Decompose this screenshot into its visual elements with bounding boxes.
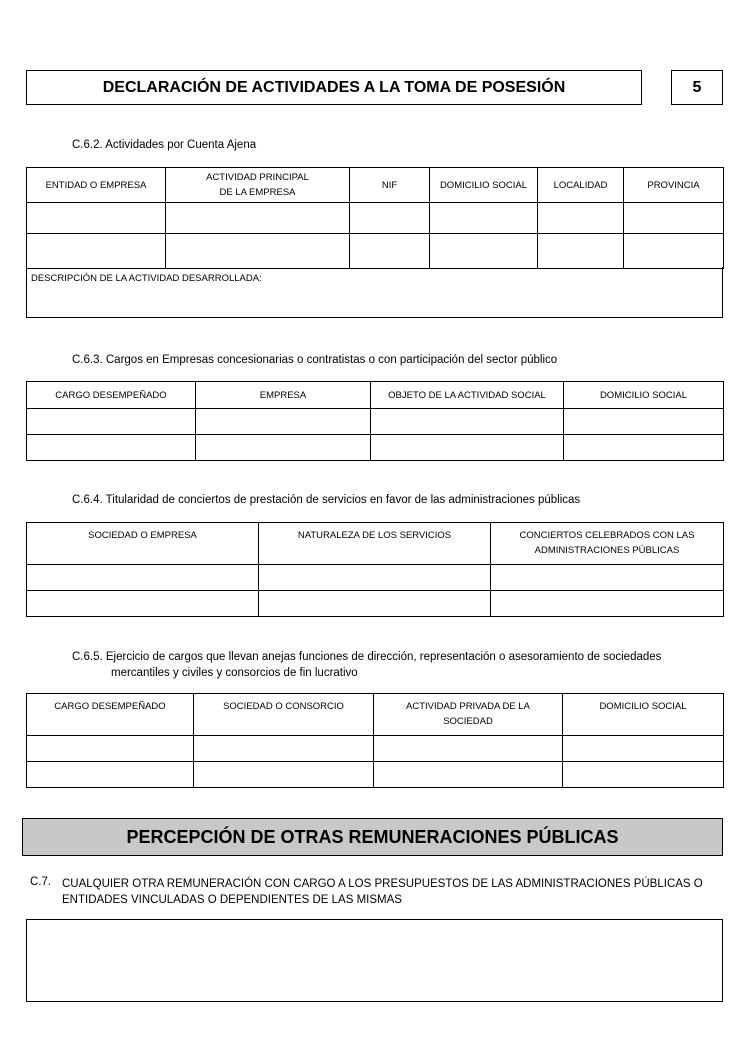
section-c65-heading-cont: mercantiles y civiles y consorcios de fin lucrativo (111, 667, 358, 679)
input-cell[interactable] (166, 203, 350, 234)
col-header-domicilio: DOMICILIO SOCIAL (563, 694, 724, 736)
input-cell[interactable] (371, 409, 564, 435)
input-cell[interactable] (430, 203, 538, 234)
input-cell[interactable] (27, 591, 259, 617)
table-c64 (26, 522, 724, 617)
table-row (27, 762, 724, 788)
input-cell[interactable] (350, 203, 430, 234)
input-cell[interactable] (563, 736, 724, 762)
table-row (27, 435, 724, 461)
input-cell[interactable] (27, 409, 196, 435)
col-header-empresa: EMPRESA (196, 382, 371, 409)
input-cell[interactable] (564, 409, 724, 435)
page-number: 5 (671, 70, 723, 105)
section-c63-heading: C.6.3. Cargos en Empresas concesionarias o contratistas o con participación del sector público (72, 354, 558, 366)
section-c7-number: C.7. (30, 876, 52, 888)
input-cell[interactable] (194, 736, 374, 762)
table-row (27, 203, 724, 234)
input-cell[interactable] (27, 234, 166, 269)
descripcion-label: DESCRIPCIÓN DE LA ACTIVIDAD DESARROLLADA: (31, 273, 262, 284)
table-row (27, 234, 724, 269)
col-header-domicilio: DOMICILIO SOCIAL (564, 382, 724, 409)
input-cell[interactable] (27, 736, 194, 762)
input-cell[interactable] (538, 203, 624, 234)
input-cell[interactable] (196, 435, 371, 461)
input-cell[interactable] (624, 203, 724, 234)
input-cell[interactable] (259, 591, 491, 617)
col-header-sociedad: SOCIEDAD O EMPRESA (27, 523, 259, 565)
input-cell[interactable] (166, 234, 350, 269)
col-header-entidad: ENTIDAD O EMPRESA (27, 168, 166, 203)
col-header-localidad: LOCALIDAD (538, 168, 624, 203)
table-row (27, 565, 724, 591)
table-c63 (26, 381, 724, 461)
input-cell[interactable] (538, 234, 624, 269)
col-header-naturaleza: NATURALEZA DE LOS SERVICIOS (259, 523, 491, 565)
table-c62 (26, 167, 724, 269)
input-cell[interactable] (259, 565, 491, 591)
input-cell[interactable] (371, 435, 564, 461)
col-header-conciertos: CONCIERTOS CELEBRADOS CON LAS ADMINISTRACIONES PÚBLICAS (491, 523, 724, 565)
input-cell[interactable] (27, 435, 196, 461)
input-cell[interactable] (27, 565, 259, 591)
col-header-cargo: CARGO DESEMPEÑADO (27, 694, 194, 736)
c7-input-box[interactable] (26, 919, 723, 1002)
table-row (27, 591, 724, 617)
col-header-domicilio: DOMICILIO SOCIAL (430, 168, 538, 203)
col-header-objeto: OBJETO DE LA ACTIVIDAD SOCIAL (371, 382, 564, 409)
input-cell[interactable] (27, 762, 194, 788)
input-cell[interactable] (491, 591, 724, 617)
input-cell[interactable] (564, 435, 724, 461)
section-c7-text: CUALQUIER OTRA REMUNERACIÓN CON CARGO A LOS PRESUPUESTOS DE LAS ADMINISTRACIONES PÚBLICAS O ENTIDADES VINCULADAS O DEPENDIENTES DE LAS MISMAS (62, 878, 703, 906)
table-c65 (26, 693, 724, 788)
descripcion-field[interactable] (26, 267, 723, 318)
table-row (27, 409, 724, 435)
input-cell[interactable] (374, 736, 563, 762)
input-cell[interactable] (194, 762, 374, 788)
section-c62-heading: C.6.2. Actividades por Cuenta Ajena (72, 139, 257, 151)
col-header-actividad: ACTIVIDAD PRIVADA DE LA SOCIEDAD (374, 694, 563, 736)
input-cell[interactable] (196, 409, 371, 435)
input-cell[interactable] (624, 234, 724, 269)
input-cell[interactable] (430, 234, 538, 269)
input-cell[interactable] (350, 234, 430, 269)
section-banner: PERCEPCIÓN DE OTRAS REMUNERACIONES PÚBLICAS (22, 818, 723, 856)
page-title: DECLARACIÓN DE ACTIVIDADES A LA TOMA DE POSESIÓN (26, 70, 642, 105)
input-cell[interactable] (374, 762, 563, 788)
section-c64-heading: C.6.4. Titularidad de conciertos de prestación de servicios en favor de las administraciones públicas (72, 494, 581, 506)
table-row (27, 736, 724, 762)
col-header-sociedad: SOCIEDAD O CONSORCIO (194, 694, 374, 736)
col-header-provincia: PROVINCIA (624, 168, 724, 203)
input-cell[interactable] (491, 565, 724, 591)
section-c65-heading: C.6.5. Ejercicio de cargos que llevan anejas funciones de dirección, representación o asesoramiento de sociedades (72, 651, 662, 663)
col-header-cargo: CARGO DESEMPEÑADO (27, 382, 196, 409)
col-header-nif: NIF (350, 168, 430, 203)
input-cell[interactable] (27, 203, 166, 234)
col-header-actividad: ACTIVIDAD PRINCIPAL DE LA EMPRESA (166, 168, 350, 203)
input-cell[interactable] (563, 762, 724, 788)
